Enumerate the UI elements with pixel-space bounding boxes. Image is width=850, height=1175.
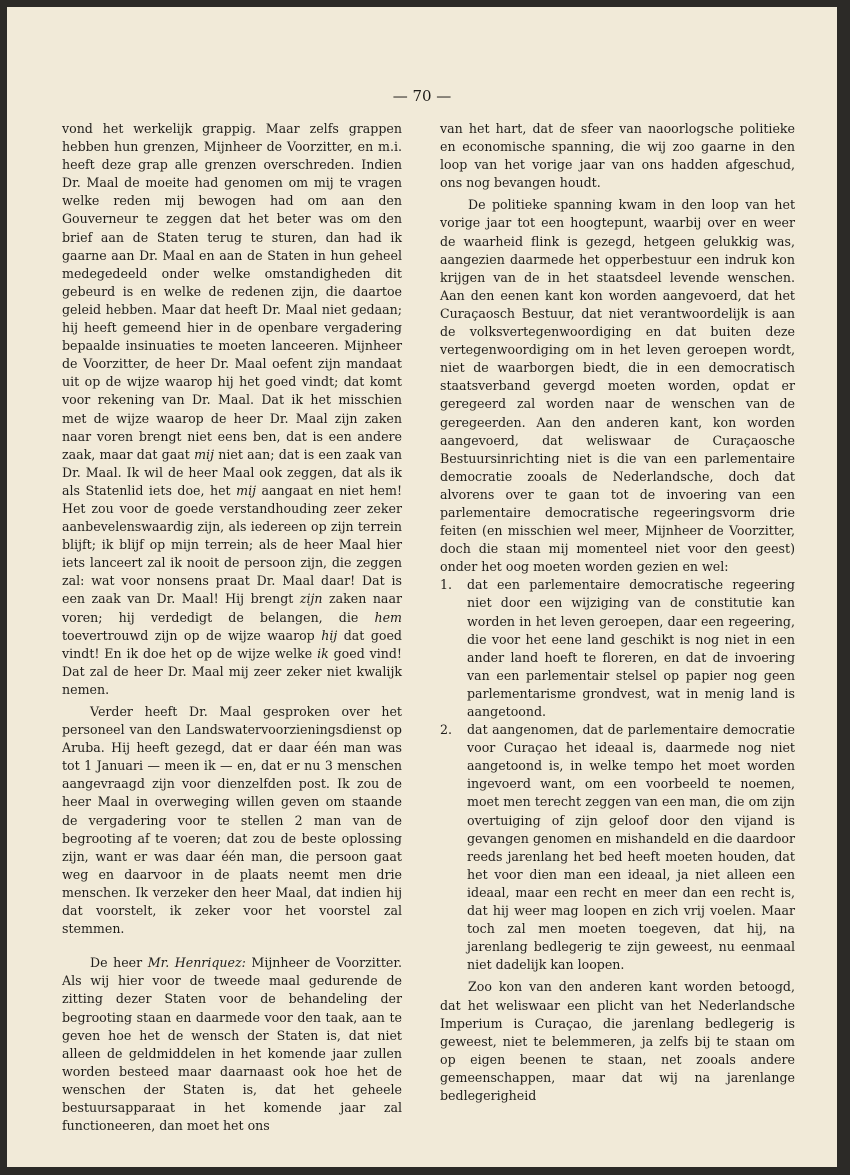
list-item xyxy=(440,576,795,721)
paragraph: Zoo kon van den anderen kant worden betoogd, dat het weliswaar een plicht van het Nederlandsche Imperium is Curaçao, die jarenlang bedlegerig is geweest, niet te belemmeren, ja zelfs bij te staan om op eigen beenen te staan, net zooals andere gemeenschappen, maar dat wij na jarenlange bedlegerigheid xyxy=(440,979,795,1103)
list-text: dat een parlementaire democratische regeering niet door een wijziging van de constitutie kan worden in het leven geroepen, daar een regeering, die voor het eene land geschikt is nog niet in een ander land hoeft te floreren, en dat de invoering van een parlementair stelsel op papier nog geen parlementarisme grondvest, wat in menig land is aangetoond. xyxy=(467,577,795,719)
speaker-paragraph: De heer Mr. Henriquez: Mijnheer de Voorzitter. Als wij hier voor de tweede maal gedurende de zitting dezer Staten voor de behandeling der begrooting staan en daarmede voor den taak, aan te geven hoe het de wensch der Staten is, dat niet alleen de geldmiddelen in het komende jaar zullen worden besteed maar daarnaast ook hoe het de wenschen der Staten is, dat het geheele bestuursapparaat in het komende jaar zal functioneeren, dan moet het ons xyxy=(62,955,402,1134)
speaker-name: Mr. Henriquez: xyxy=(147,955,246,971)
paragraph: vond het werkelijk grappig. Maar zelfs grappen hebben hun grenzen, Mijnheer de Voorzitter, en m.i. heeft deze grap alle grenzen overschreden. Indien Dr. Maal de moeite had genomen om mij te vragen welke reden mij bewogen had om aan den Gouverneur te zeggen dat het beter was om den brief aan de Staten terug te sturen, dan had ik gaarne aan Dr. Maal en aan de Staten in hun geheel medegedeeld onder welke omstandigheden dit gebeurd is en welke de redenen zijn, die daartoe geleid hebben. Maar dat heeft Dr. Maal niet gedaan; hij heeft gemeend hier in de openbare vergadering bepaalde insinuaties te moeten lanceeren. Mijnheer de Voorzitter, de heer Dr. Maal oefent zijn mandaat uit op de wijze waarop hij het goed vindt; dat komt voor rekening van Dr. Maal. Dat ik het misschien met de wijze waarop de heer Dr. Maal zijn zaken naar voren brengt niet eens ben, dat is een andere zaak, maar dat gaat mij niet aan; dat is een zaak van Dr. Maal. Ik wil de heer Maal ook zeggen, dat als ik als Statenlid iets doe, het mij aangaat en niet hem! Het zou voor de goede verstandhouding zeer zeker aanbevelenswaardig zijn, als iedereen op zijn terrein blijft; ik blijf op mijn terrein; als de heer Maal hier iets lanceert zal ik nooit de persoon zijn, die zeggen zal: wat voor nonsens praat Dr. Maal daar! Dat is een zaak van Dr. Maal! Hij brengt zijn zaken naar voren; hij verdedigt de belangen, die hem toevertrouwd zijn op de wijze waarop hij dat goed vindt! En ik doe het op de wijze welke ik goed vind! Dat zal de heer Dr. Maal mij zeer zeker niet kwalijk nemen. xyxy=(62,121,403,697)
paragraph: van het hart, dat de sfeer van naoorlogsche politieke en economische spanning, die wij zoo gaarne in den loop van het vorige jaar van ons hadden afgeschud, ons nog bevangen houdt. xyxy=(440,121,795,191)
paragraph: De politieke spanning kwam in den loop van het vorige jaar tot een hoogtepunt, waarbij over en weer de waarheid flink is gezegd, hetgeen gelukkig was, aangezien daarmede het opperbestuur een indruk kon krijgen van de in het staatsdeel levende wenschen. Aan den eenen kant kon worden aangevoerd, dat het Curaçaosch Bestuur, dat niet verantwoordelijk is aan de volksvertegenwoordiging en dat buiten deze vertegenwoordiging om in het leven geroepen wordt, niet de waarborgen biedt, die in een democratisch staatsverband gevergd moeten worden, opdat er geregeerd zal worden naar de wenschen van de geregeerden. Aan den anderen kant, kon worden aangevoerd, dat weliswaar de Curaçaosche Bestuursinrichting niet is die van een parlementaire democratie zooals de Nederlandsche, doch dat alvorens over te gaan tot de invoering van een parlementaire democratische regeeringsvorm drie feiten (en misschien wel meer, Mijnheer de Voorzitter, doch die staan mij momenteel niet voor den geest) onder het oog moeten worden gezien en wel: xyxy=(440,197,795,575)
list-text: dat aangenomen, dat de parlementaire democratie voor Curaçao het ideaal is, daarmede nog niet aangetoond is, in welke tempo het moet worden ingevoerd want, om een voorbeeld te noemen, moet men terecht zeggen van een man, die om zijn overtuiging of zijn geloof door den vijand is gevangen genomen en mishandeld en die daardoor reeds jarenlang het bed heeft moeten houden, dat het voor dien man een ideaal, ja niet alleen een ideaal, maar een recht en meer dan een recht is, dat hij weer mag loopen en zich vrij voelen. Maar toch zal men moeten toegeven, dat hij, na jarenlang bedlegerig te zijn geweest, nu eenmaal niet dadelijk kan loopen. xyxy=(467,722,795,973)
list-number: 1. xyxy=(440,577,453,593)
paragraph: Verder heeft Dr. Maal gesproken over het personeel van den Landswatervoorzieningsdienst op Aruba. Hij heeft gezegd, dat er daar één man was tot 1 Januari — meen ik — en, dat er nu 3 menschen aangevraagd zijn voor dienzelfden post. Ik zou de heer Maal in overweging willen geven om staande de vergadering voor te stellen 2 man van de begrooting af te voeren; dat zou de beste oplossing zijn, want er was daar één man, die persoon gaat weg en daarvoor in de plaats neemt men drie menschen. Ik verzeker den heer Maal, dat indien hij dat voorstelt, ik zeker voor het voorstel zal stemmen. xyxy=(62,704,402,937)
list-number: 2. xyxy=(440,722,453,738)
page-number: — 70 — xyxy=(392,87,452,105)
list-item xyxy=(440,721,795,974)
left-column xyxy=(62,120,402,1135)
right-column xyxy=(440,120,795,1105)
document-page xyxy=(7,7,837,1167)
